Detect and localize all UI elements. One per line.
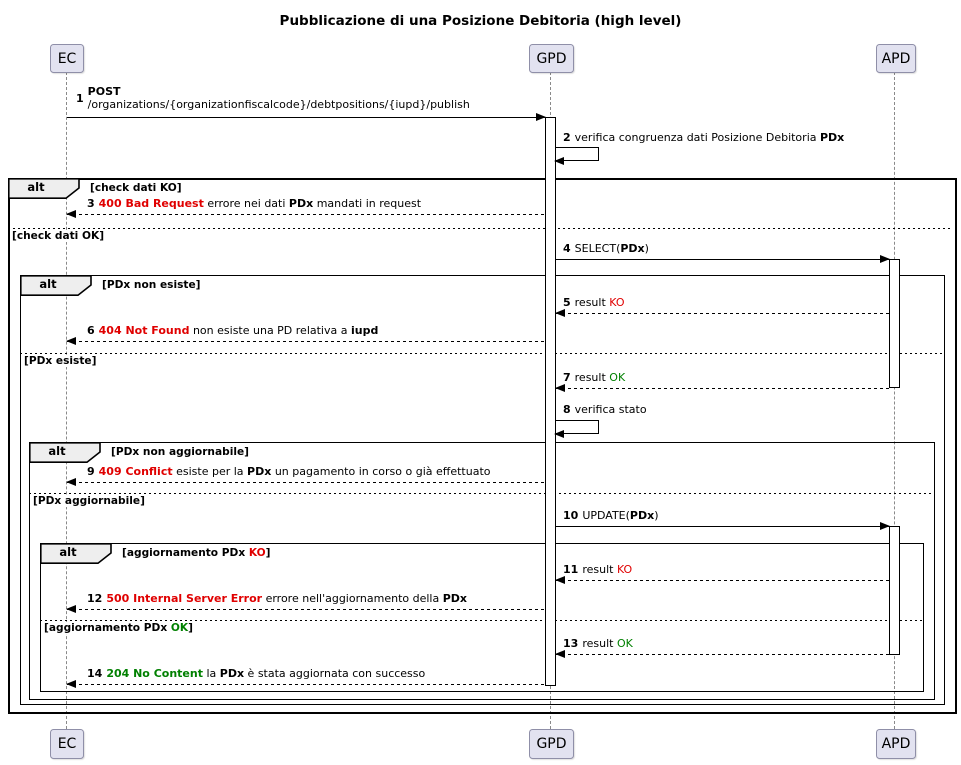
- message-number: 2: [563, 131, 571, 144]
- arrow-9-gpd-ec: [67, 482, 545, 483]
- arrow-14-gpd-ec: [67, 684, 545, 685]
- arrowhead-icon: [554, 157, 564, 165]
- message-9: [87, 465, 491, 478]
- divider-pdx-esiste: [20, 353, 943, 354]
- message-text: 409 Conflict esiste per la PDx un pagamento in corso o già effettuato: [98, 465, 491, 478]
- guard-pdx-aggiornabile: [PDx aggiornabile]: [33, 495, 148, 507]
- participant-apd-bottom: APD: [876, 729, 916, 759]
- arrowhead-icon: [66, 605, 76, 613]
- alt-keyword: alt: [27, 180, 45, 194]
- message-6: [87, 324, 378, 337]
- message-text: 400 Bad Request errore nei dati PDx mandati in request: [98, 197, 422, 210]
- participant-ec-bottom: EC: [50, 729, 84, 759]
- message-12: [87, 592, 467, 605]
- alt-keyword: alt: [48, 444, 66, 458]
- message-text: result OK: [574, 371, 626, 384]
- participant-apd-top: APD: [876, 44, 916, 73]
- arrowhead-icon: [555, 309, 565, 317]
- message-number: 13: [563, 637, 579, 650]
- arrowhead-icon: [555, 384, 565, 392]
- message-number: 11: [563, 563, 579, 576]
- message-1: [76, 85, 470, 111]
- guard-aggiornamento-ok: [aggiornamento PDx OK]: [44, 622, 196, 634]
- message-text: result KO: [574, 296, 625, 309]
- message-13: [563, 637, 633, 650]
- alt-keyword: alt: [39, 277, 57, 291]
- message-number: 3: [87, 197, 95, 210]
- diagram-title: Pubblicazione di una Posizione Debitoria (high level): [279, 13, 682, 29]
- arrow-7-apd-gpd: [556, 388, 889, 389]
- divider-check-dati: [8, 228, 953, 229]
- message-text: verifica stato: [574, 403, 647, 416]
- arrow-13-apd-gpd: [556, 654, 889, 655]
- message-text: result OK: [582, 637, 633, 650]
- guard-check-dati-ok: [check dati OK]: [12, 230, 107, 242]
- arrowhead-icon: [66, 210, 76, 218]
- guard-check-dati-ko: [check dati KO]: [90, 182, 182, 194]
- arrowhead-icon: [66, 478, 76, 486]
- arrowhead-icon: [880, 255, 890, 263]
- message-11: [563, 563, 632, 576]
- message-number: 9: [87, 465, 95, 478]
- arrowhead-icon: [555, 576, 565, 584]
- alt-frame-pdx-aggiornabile-tab: [29, 442, 101, 463]
- message-text: UPDATE(PDx): [582, 509, 659, 522]
- activation-apd-2: [889, 526, 900, 655]
- message-5: [563, 296, 625, 309]
- activation-gpd: [545, 117, 556, 686]
- divider-aggiornamento: [40, 620, 922, 621]
- alt-keyword: alt: [59, 545, 77, 559]
- guard-pdx-non-aggiornabile: [PDx non aggiornabile]: [111, 446, 249, 458]
- message-3: [87, 197, 421, 210]
- arrowhead-icon: [555, 650, 565, 658]
- message-number: 7: [563, 371, 571, 384]
- message-number: 5: [563, 296, 571, 309]
- arrow-10-gpd-apd: [556, 526, 889, 527]
- arrow-4-gpd-apd: [556, 259, 889, 260]
- arrow-2-self-gpd: [556, 147, 599, 161]
- arrow-8-self-gpd: [556, 420, 599, 434]
- message-number: 14: [87, 667, 103, 680]
- arrow-3-gpd-ec: [67, 214, 545, 215]
- message-text: verifica congruenza dati Posizione Debitoria PDx: [574, 131, 845, 144]
- message-1-line2: /organizations/{organizationfiscalcode}/debtpositions/{iupd}/publish: [87, 98, 470, 111]
- arrowhead-icon: [554, 430, 564, 438]
- message-7: [563, 371, 625, 384]
- message-text: SELECT(PDx): [574, 242, 649, 255]
- divider-pdx-aggiornabile: [29, 493, 933, 494]
- arrow-11-apd-gpd: [556, 580, 889, 581]
- guard-aggiornamento-ko: [aggiornamento PDx KO]: [122, 547, 271, 559]
- arrow-5-apd-gpd: [556, 313, 889, 314]
- message-number: 1: [76, 91, 84, 105]
- arrowhead-icon: [536, 113, 546, 121]
- message-1-line1: POST: [87, 85, 121, 98]
- message-text: 500 Internal Server Error errore nell'aggiornamento della PDx: [106, 592, 468, 605]
- message-number: 12: [87, 592, 103, 605]
- arrow-6-gpd-ec: [67, 341, 545, 342]
- guard-pdx-esiste: [PDx esiste]: [24, 355, 99, 367]
- alt-frame-check-dati-tab: [8, 178, 80, 199]
- message-text: 204 No Content la PDx è stata aggiornata con successo: [106, 667, 426, 680]
- message-4: [563, 242, 649, 255]
- message-text: result KO: [582, 563, 633, 576]
- alt-frame-pdx-esiste-tab: [20, 275, 92, 296]
- alt-frame-aggiornamento-tab: [40, 543, 112, 564]
- message-14: [87, 667, 425, 680]
- participant-gpd-top: GPD: [529, 44, 574, 73]
- message-number: 8: [563, 403, 571, 416]
- arrow-1-ec-gpd: [67, 117, 545, 118]
- arrowhead-icon: [66, 680, 76, 688]
- arrowhead-icon: [66, 337, 76, 345]
- message-10: [563, 509, 659, 522]
- message-number: 10: [563, 509, 579, 522]
- message-2: [563, 131, 844, 144]
- participant-ec-top: EC: [50, 44, 84, 73]
- arrowhead-icon: [880, 522, 890, 530]
- guard-pdx-non-esiste: [PDx non esiste]: [102, 279, 201, 291]
- participant-gpd-bottom: GPD: [529, 729, 574, 759]
- message-number: 4: [563, 242, 571, 255]
- arrow-12-gpd-ec: [67, 609, 545, 610]
- message-text: 404 Not Found non esiste una PD relativa a iupd: [98, 324, 379, 337]
- message-number: 6: [87, 324, 95, 337]
- activation-apd-1: [889, 259, 900, 388]
- message-8: [563, 403, 647, 416]
